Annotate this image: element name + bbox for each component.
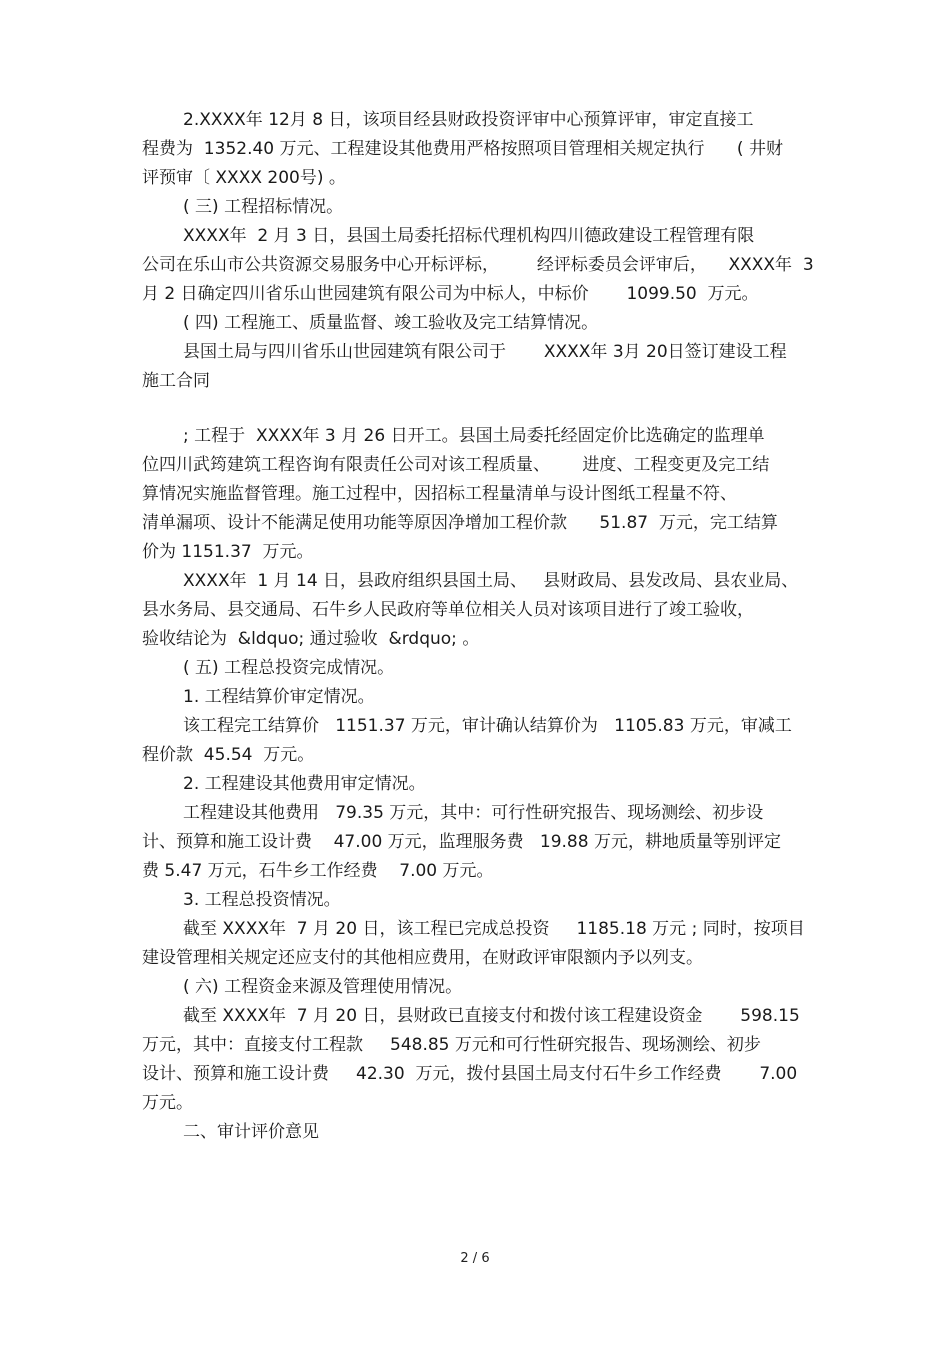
text-line: 万元。 (142, 1093, 193, 1113)
text-line: ( 四) 工程施工、质量监督、竣工验收及完工结算情况。 (183, 313, 599, 333)
text-line: 清单漏项、设计不能满足使用功能等原因净增加工程价款 51.87 万元，完工结算 (142, 513, 778, 533)
text-line: 2. 工程建设其他费用审定情况。 (183, 774, 426, 794)
text-line: 价为 1151.37 万元。 (142, 542, 314, 562)
text-line: 2.XXXX年 12月 8 日，该项目经县财政投资评审中心预算评审，审定直接工 (183, 110, 754, 130)
text-line: 施工合同 (142, 371, 210, 391)
text-line: 3. 工程总投资情况。 (183, 890, 341, 910)
text-line: 程价款 45.54 万元。 (142, 745, 315, 765)
text-line: 二、审计评价意见 (183, 1122, 319, 1142)
text-line: ; 工程于 XXXX年 3 月 26 日开工。县国土局委托经固定价比选确定的监理单 (183, 426, 765, 446)
text-line: 万元，其中：直接支付工程款 548.85 万元和可行性研究报告、现场测绘、初步 (142, 1035, 761, 1055)
page-number: 2 / 6 (460, 1251, 490, 1266)
text-line: XXXX年 2 月 3 日，县国土局委托招标代理机构四川德政建设工程管理有限 (183, 226, 755, 246)
text-line: 验收结论为 &ldquo; 通过验收 &rdquo; 。 (142, 629, 480, 649)
text-line: 评预审〔 XXXX 200号) 。 (142, 168, 346, 188)
text-line: 1. 工程结算价审定情况。 (183, 687, 375, 707)
text-line: 县水务局、县交通局、石牛乡人民政府等单位相关人员对该项目进行了竣工验收， (142, 600, 754, 620)
text-line: 计、预算和施工设计费 47.00 万元，监理服务费 19.88 万元，耕地质量等别评定 (142, 832, 781, 852)
text-line: 程费为 1352.40 万元、工程建设其他费用严格按照项目管理相关规定执行 ( 井财 (142, 139, 783, 159)
text-line: 该工程完工结算价 1151.37 万元，审计确认结算价为 1105.83 万元，审减工 (183, 716, 792, 736)
text-line: 位四川武筠建筑工程咨询有限责任公司对该工程质量、 进度、工程变更及完工结 (142, 455, 770, 475)
text-line: XXXX年 1 月 14 日，县政府组织县国土局、 县财政局、县发改局、县农业局、 (183, 571, 799, 591)
text-line: 设计、预算和施工设计费 42.30 万元，拨付县国土局支付石牛乡工作经费 7.00 (142, 1064, 798, 1084)
text-line: 工程建设其他费用 79.35 万元，其中：可行性研究报告、现场测绘、初步设 (183, 803, 764, 823)
text-line: 截至 XXXX年 7 月 20 日，县财政已直接支付和拨付该工程建设资金 598.15 (183, 1006, 800, 1026)
text-line: 公司在乐山市公共资源交易服务中心开标评标， 经评标委员会评审后， XXXX年 3 (142, 255, 814, 275)
text-line: ( 六) 工程资金来源及管理使用情况。 (183, 977, 463, 997)
text-line: ( 三) 工程招标情况。 (183, 197, 344, 217)
text-line: 县国土局与四川省乐山世园建筑有限公司于 XXXX年 3月 20日签订建设工程 (183, 342, 787, 362)
text-line: 算情况实施监督管理。施工过程中，因招标工程量清单与设计图纸工程量不符、 (142, 484, 737, 504)
text-line: 建设管理相关规定还应支付的其他相应费用，在财政评审限额内予以列支。 (142, 948, 703, 968)
text-line: 费 5.47 万元，石牛乡工作经费 7.00 万元。 (142, 861, 494, 881)
text-line: 截至 XXXX年 7 月 20 日，该工程已完成总投资 1185.18 万元 ; 同时，按项目 (183, 919, 805, 939)
text-line: 月 2 日确定四川省乐山世园建筑有限公司为中标人，中标价 1099.50 万元。 (142, 284, 759, 304)
text-line: ( 五) 工程总投资完成情况。 (183, 658, 395, 678)
